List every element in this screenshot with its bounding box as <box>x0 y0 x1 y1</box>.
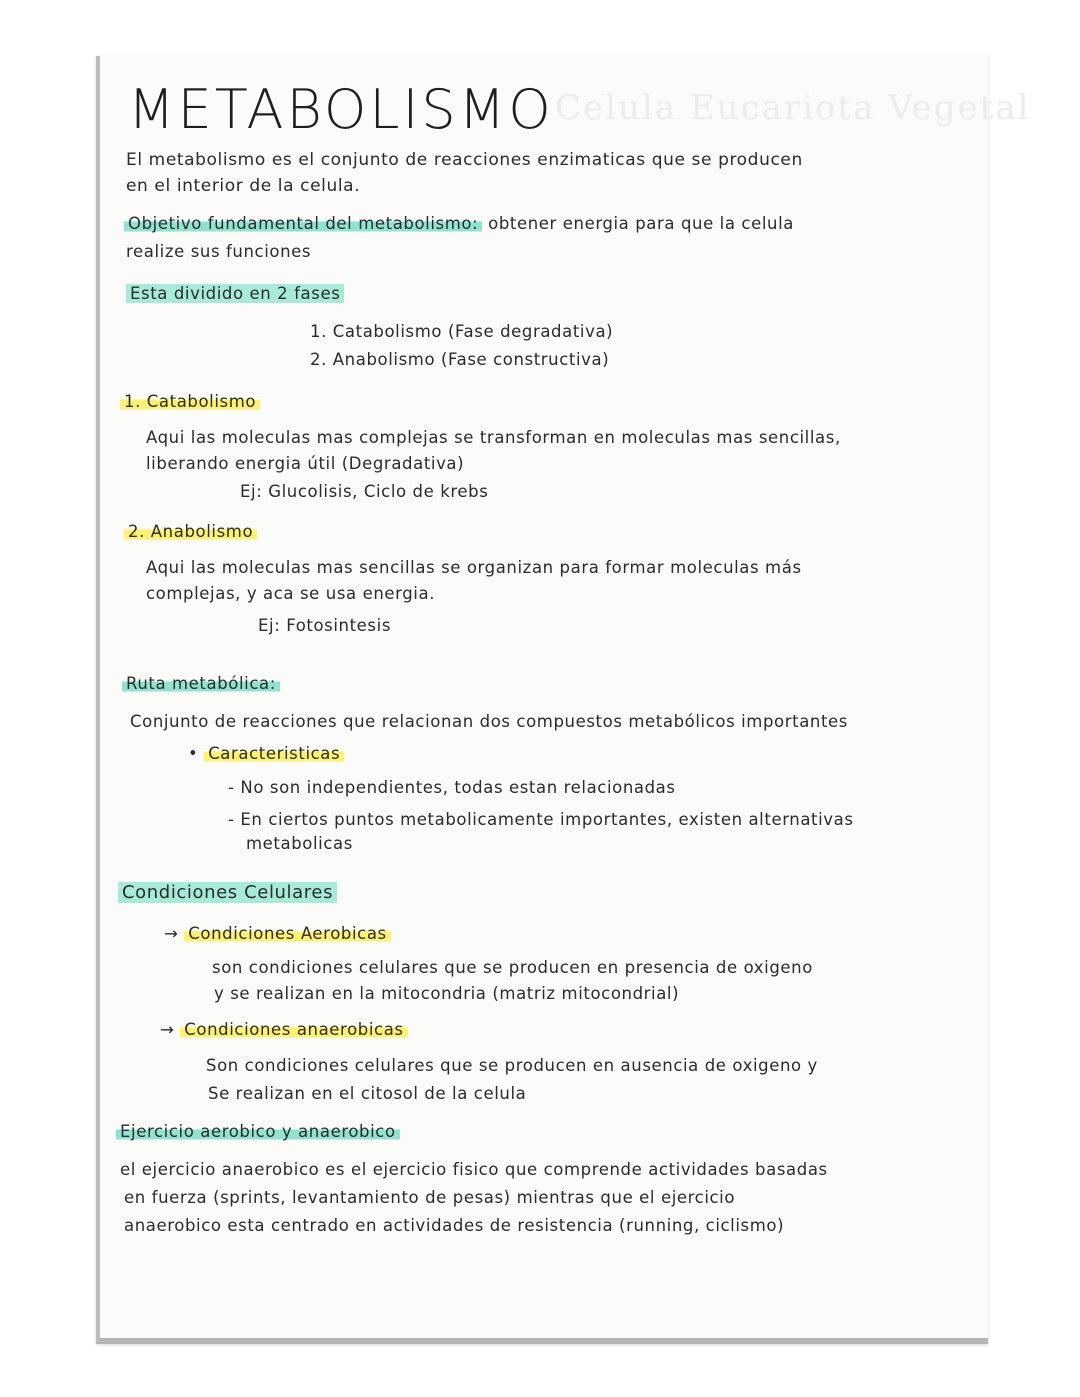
ruta-heading: Ruta metabólica: <box>122 674 280 693</box>
anabolismo-heading: 2. Anabolismo <box>124 522 257 541</box>
ejercicio-line-1: el ejercicio anaerobico es el ejercicio fisico que comprende actividades basadas <box>120 1160 828 1179</box>
objective-line-1 <box>124 214 794 233</box>
ruta-definition: Conjunto de reacciones que relacionan dos compuestos metabólicos importantes <box>130 712 848 731</box>
objective-text: obtener energia para que la celula <box>488 214 794 233</box>
arrow-right-icon: → <box>160 1020 175 1039</box>
anaerobicas-line-2: Se realizan en el citosol de la celula <box>208 1084 527 1103</box>
ruta-char-1: - No son independientes, todas estan relacionadas <box>228 778 676 797</box>
objective-label: Objetivo fundamental del metabolismo: <box>124 214 482 233</box>
page-title: METABOLISMO <box>128 78 554 141</box>
anaerobicas-heading: Condiciones anaerobicas <box>180 1020 407 1039</box>
ejercicio-line-3: anaerobico esta centrado en actividades de resistencia (running, ciclismo) <box>124 1216 785 1235</box>
aerobicas-heading: Condiciones Aerobicas <box>184 924 390 943</box>
arrow-right-icon: → <box>164 924 179 943</box>
catabolismo-heading: 1. Catabolismo <box>120 392 260 411</box>
aerobicas-heading-row <box>164 924 391 943</box>
anaerobicas-line-1: Son condiciones celulares que se producen en ausencia de oxigeno y <box>206 1056 818 1075</box>
anabolismo-example: Ej: Fotosintesis <box>258 616 392 635</box>
anaerobicas-heading-row <box>160 1020 408 1039</box>
phase-item-2: 2. Anabolismo (Fase constructiva) <box>310 350 610 369</box>
anabolismo-line-1: Aqui las moleculas mas sencillas se organizan para formar moleculas más <box>146 558 802 577</box>
ejercicio-line-2: en fuerza (sprints, levantamiento de pesas) mientras que el ejercicio <box>124 1188 736 1207</box>
catabolismo-line-1: Aqui las moleculas mas complejas se transforman en moleculas mas sencillas, <box>146 428 841 447</box>
ruta-char-2-line-2: metabolicas <box>246 834 353 853</box>
intro-line-2: en el interior de la celula. <box>126 176 361 196</box>
phase-item-1: 1. Catabolismo (Fase degradativa) <box>310 322 614 341</box>
intro-line-1: El metabolismo es el conjunto de reacciones enzimaticas que se producen <box>126 150 803 170</box>
ruta-char-heading: • Caracteristicas <box>188 744 344 763</box>
phases-label: Esta dividido en 2 fases <box>126 284 344 303</box>
aerobicas-line-2: y se realizan en la mitocondria (matriz mitocondrial) <box>214 984 680 1003</box>
catabolismo-example: Ej: Glucolisis, Ciclo de krebs <box>240 482 489 501</box>
aerobicas-line-1: son condiciones celulares que se producen en presencia de oxigeno <box>212 958 813 977</box>
ruta-char-2-line-1: - En ciertos puntos metabolicamente importantes, existen alternativas <box>228 810 854 829</box>
objective-line-2: realize sus funciones <box>126 242 312 261</box>
catabolismo-line-2: liberando energia útil (Degradativa) <box>146 454 465 473</box>
show-through-text: Celula Eucariota Vegetal <box>555 88 1031 128</box>
ejercicio-heading: Ejercicio aerobico y anaerobico <box>116 1122 400 1141</box>
bullet-icon: • <box>188 744 205 763</box>
condiciones-heading: Condiciones Celulares <box>118 882 337 903</box>
anabolismo-line-2: complejas, y aca se usa energia. <box>146 584 436 603</box>
